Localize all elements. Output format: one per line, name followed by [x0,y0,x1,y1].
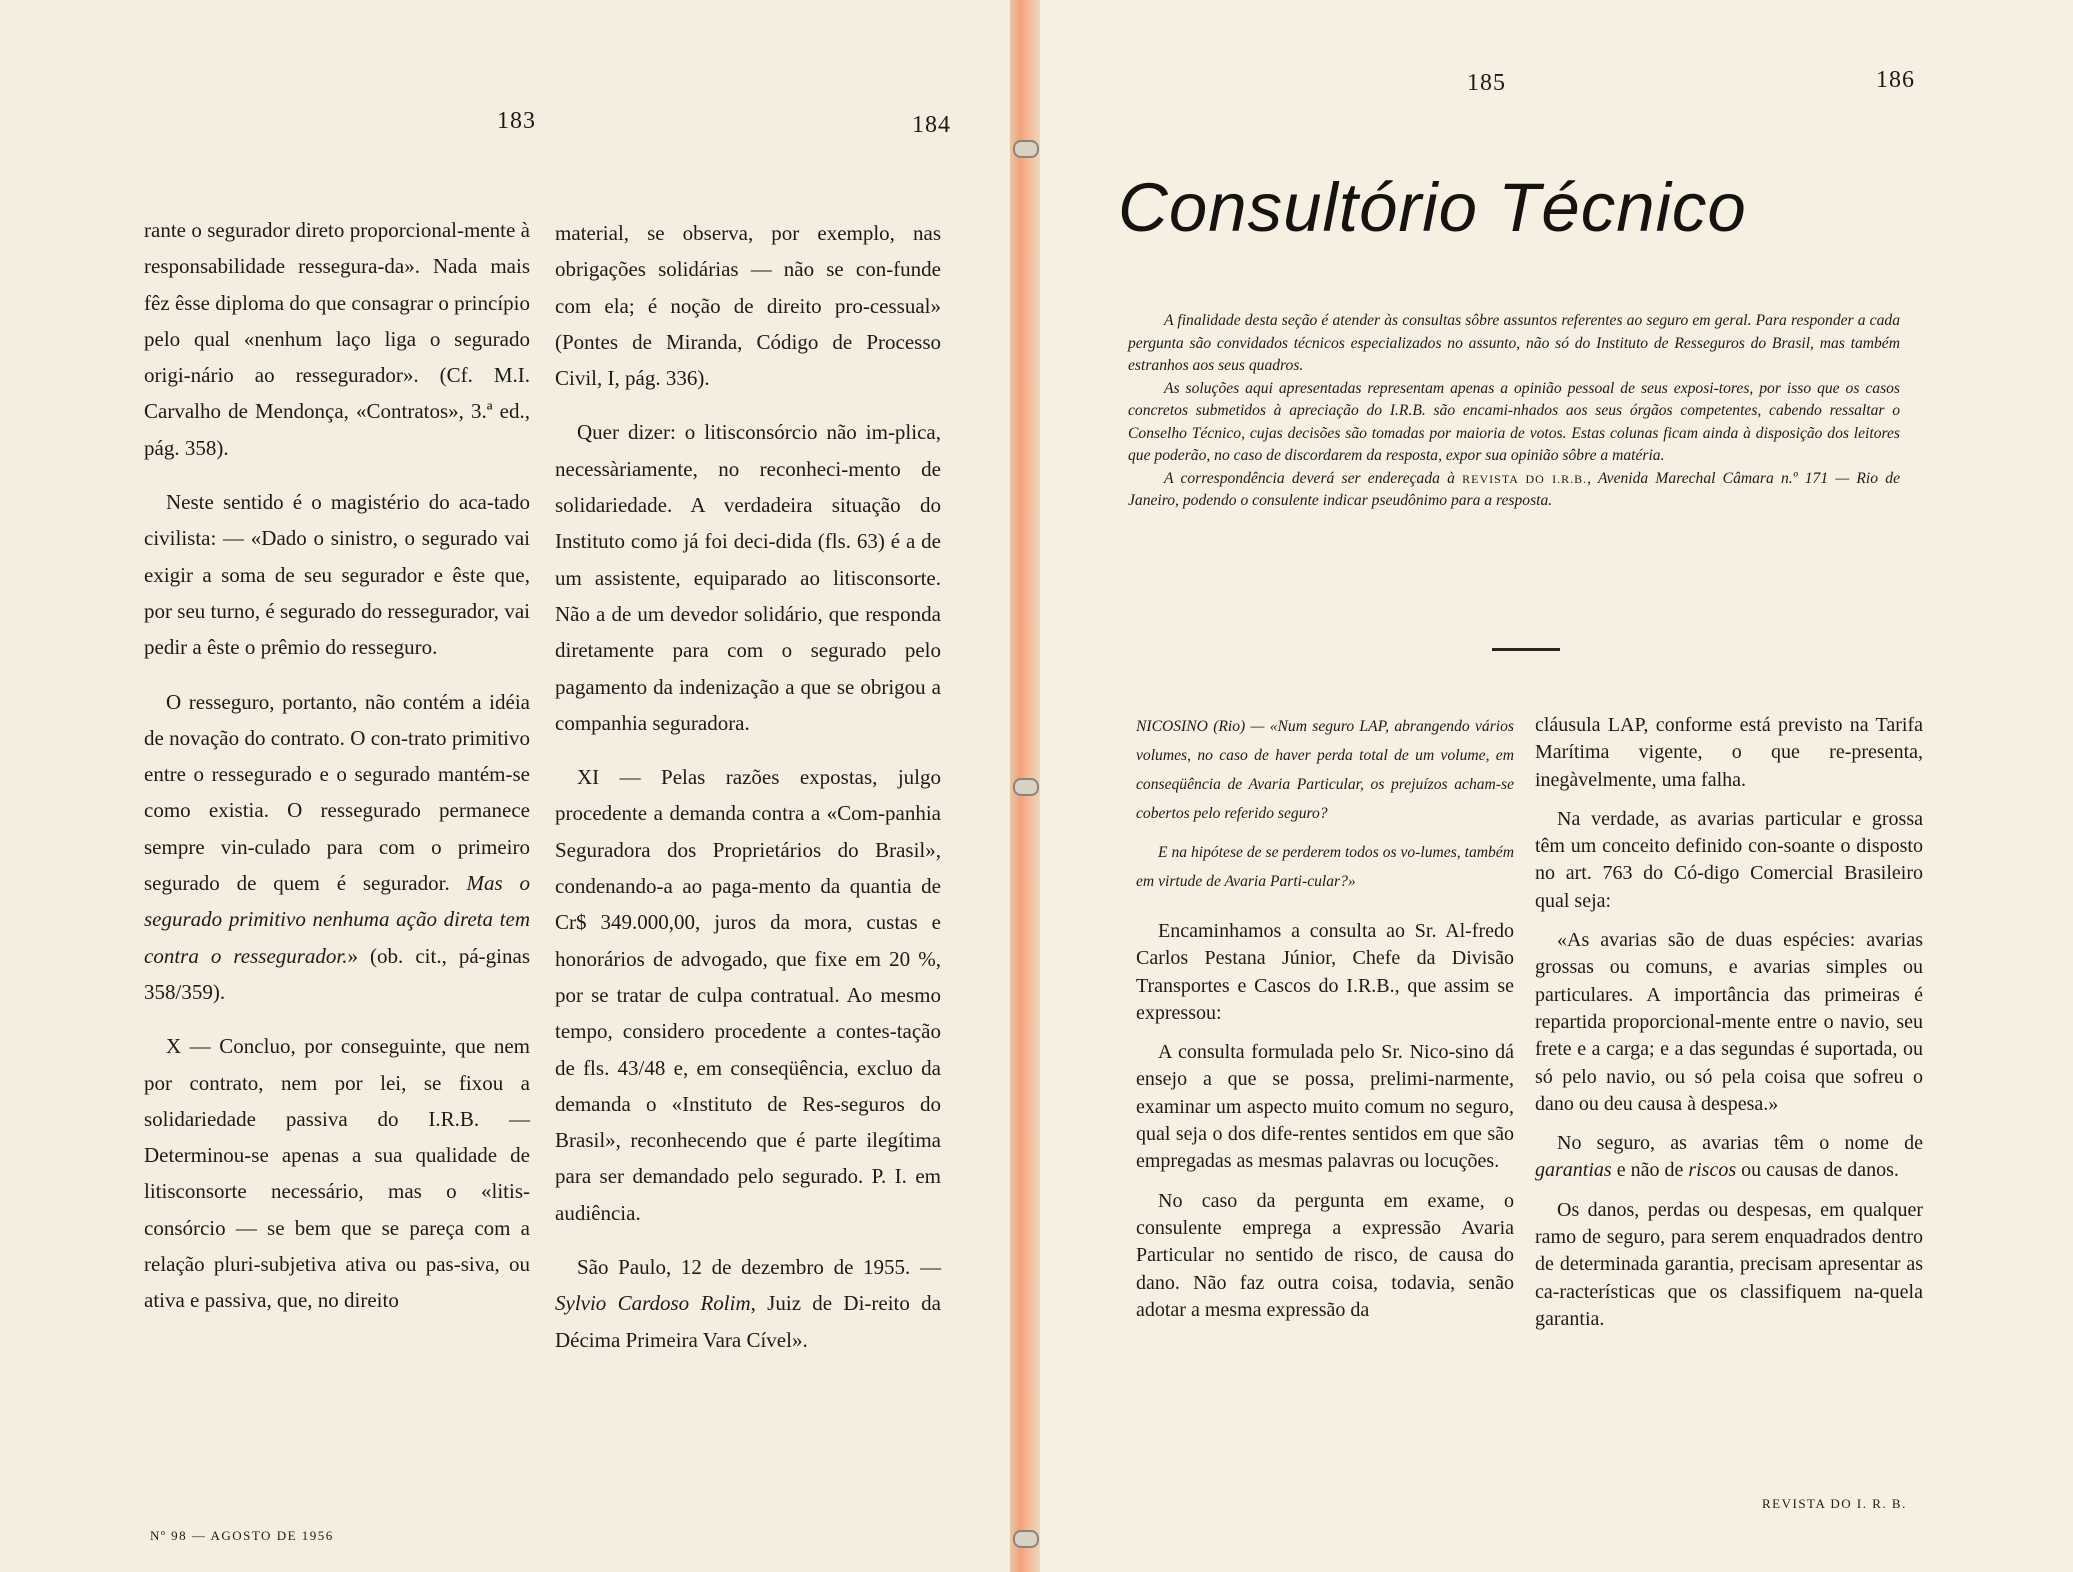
page-number-183: 183 [497,108,536,134]
right_page-col2-paragraph: Na verdade, as avarias particular e grossa têm um conceito definido con-soante o disposto no art. 763 do Có-digo Comercial Brasileiro qual seja: [1535,807,1923,912]
page-number-186: 186 [1876,67,1915,93]
right_page-col1-paragraph: NICOSINO (Rio) — «Num seguro LAP, abrangendo vários volumes, no caso de haver perda total de um volume, em conseqüência de Avaria Particular, os prejuízos acham-se cobertos pelo referido seguro? [1136,718,1514,822]
left_page-col2-paragraph: XI — Pelas razões expostas, julgo procedente a demanda contra a «Com-panhia Seguradora dos Proprietários do Brasil», condenando-a ao paga-mento da quantia de Cr$ 349.000,00, juros da mora, custas e honorários de advogado, que fixe em 20 %, por se tratar de culpa contratual. Ao mesmo tempo, considero procedente a contes-tação de fls. 43/48 e, em conseqüência, excluo da demanda o «Instituto de Res-seguros do Brasil», reconhecendo que é parte ilegítima para ser demandado pelo segurado. P. I. em audiência. [555,765,941,1225]
right_page-col1-paragraph: Encaminhamos a consulta ao Sr. Al-fredo Carlos Pestana Júnior, Chefe da Divisão Transportes e Cascos do I.R.B., que assim se expressou: [1136,920,1514,1024]
right_page-intro-paragraph: A correspondência deverá ser endereçada à REVISTA DO I.R.B., Avenida Marechal Câmara n.º 171 — Rio de Janeiro, podendo o consulente indicar pseudônimo para a resposta. [1128,469,1900,509]
right_page-col2-paragraph: «As avarias são de duas espécies: avarias grossas ou comuns, e avarias simples ou particulares. A importância das primeiras é repartida proporcional-mente entre o navio, seu frete e a carga; e a das segundas é suportada, ou só pelo navio, ou só pela coisa que sofreu o dano ou deu causa à despesa.» [1535,929,1923,1115]
left_page-col1-paragraph: rante o segurador direto proporcional-mente à responsabilidade ressegura-da». Nada mais fêz êsse diploma do que consagrar o princípio pelo qual «nenhum laço liga o segurado origi-nário ao ressegurador». (Cf. M.I. Carvalho de Mendonça, «Contratos», 3.ª ed., pág. 358). [144,218,530,460]
binding-staple [1013,140,1039,158]
right_page-intro-paragraph: As soluções aqui apresentadas representam apenas a opinião pessoal de seus exposi-tores, por isso que os casos concretos submetidos à apreciação do I.R.B. são encami-nhados aos seus órgãos competentes, cabendo ressaltar o Conselho Técnico, cujas decisões são tomadas por maioria de votos. Estas colunas ficam ainda à disposição dos leitores que poderão, no caso de discordarem da resposta, expor sua opinião sôbre a matéria. [1128,379,1900,464]
right_page-col1-paragraph: No caso da pergunta em exame, o consulente emprega a expressão Avaria Particular no sentido de risco, de causa do dano. Não faz outra coisa, todavia, senão adotar a mesma expressão da [1136,1189,1514,1321]
section-title: Consultório Técnico [1118,169,1747,246]
page-footer-right: REVISTA DO I. R. B. [1762,1496,1907,1511]
right_page-col1-paragraph: E na hipótese de se perderem todos os vo-lumes, também em virtude de Avaria Parti-cular?» [1136,844,1514,890]
section-intro [1128,310,1900,513]
left-column-1 [144,212,530,1337]
right_page-intro-paragraph: A finalidade desta seção é atender às consultas sôbre assuntos referentes ao seguro em geral. Para responder a cada pergunta são convidados técnicos especializados no assunto, não só do Instituto de Resseguros do Brasil, mas também estranhos aos seus quadros. [1128,312,1900,374]
section-divider [1492,648,1560,651]
left_page-col2-paragraph: Quer dizer: o litisconsórcio não im-plica, necessàriamente, no reconheci-mento de solidariedade. A verdadeira situação do Instituto como já foi deci-dida (fls. 63) é a de um assistente, equiparado ao litisconsorte. Não a de um devedor solidário, que responda diretamente para com o segurado pelo pagamento da indenização a que se obrigou a companhia seguradora. [555,420,941,735]
left_page-col1-paragraph: O resseguro, portanto, não contém a idéia de novação do contrato. O con-trato primitivo entre o ressegurado e o segurado mantém-se como existia. O ressegurado permanece sempre vin-culado para com o primeiro segurado de quem é segurador. Mas o segurado primitivo nenhuma ação direta tem contra o ressegurador.» (ob. cit., pá-ginas 358/359). [144,689,531,1004]
right_page-col2-paragraph: No seguro, as avarias têm o nome de garantias e não de riscos ou causas de danos. [1535,1132,1923,1182]
left_page-col2-paragraph: material, se observa, por exemplo, nas obrigações solidárias — não se con-funde com ela; é noção de direito pro-cessual» (Pontes de Miranda, Código de Processo Civil, I, pág. 336). [555,221,941,391]
page-number-184: 184 [912,112,951,138]
left_page-col2-paragraph: São Paulo, 12 de dezembro de 1955. — Sylvio Cardoso Rolim, Juiz de Di-reito da Décima Primeira Vara Cível». [555,1255,942,1352]
right_page-col2-paragraph: Os danos, perdas ou despesas, em qualquer ramo de seguro, para serem enquadrados dentro de determinada garantia, precisam apresentar as ca-racterísticas que os classifiquem na-quela garantia. [1535,1198,1923,1330]
page-footer-left: Nº 98 — AGOSTO DE 1956 [150,1528,334,1543]
right_page-col2-paragraph: cláusula LAP, conforme está previsto na Tarifa Marítima vigente, o que re-presenta, inegàvelmente, uma falha. [1535,714,1923,791]
left-column-2 [555,215,941,1376]
binding-staple [1013,778,1039,796]
right_page-col1-paragraph: A consulta formulada pelo Sr. Nico-sino dá ensejo a que se possa, prelimi-narmente, examinar um aspecto muito comum no seguro, qual seja o dos dife-rentes sentidos em que são empregadas as mesmas palavras ou locuções. [1136,1041,1514,1173]
right-column-1 [1136,712,1514,1336]
page-number-185: 185 [1467,70,1506,96]
left_page-col1-paragraph: X — Concluo, por conseguinte, que nem por contrato, nem por lei, se fixou a solidariedade passiva do I.R.B. — Determinou-se apenas a sua qualidade de litisconsorte necessário, mas o «litis-consórcio — se bem que se pareça com a relação pluri-subjetiva ativa ou pas-siva, ou ativa e passiva, que, no direito [144,1034,530,1313]
right-column-2 [1535,712,1923,1345]
binding-staple [1013,1530,1039,1548]
left_page-col1-paragraph: Neste sentido é o magistério do aca-tado civilista: — «Dado o sinistro, o segurado vai exigir a soma de seu segurador e êste que, por seu turno, é segurado do ressegurador, vai pedir a êste o prêmio do resseguro. [144,490,530,660]
